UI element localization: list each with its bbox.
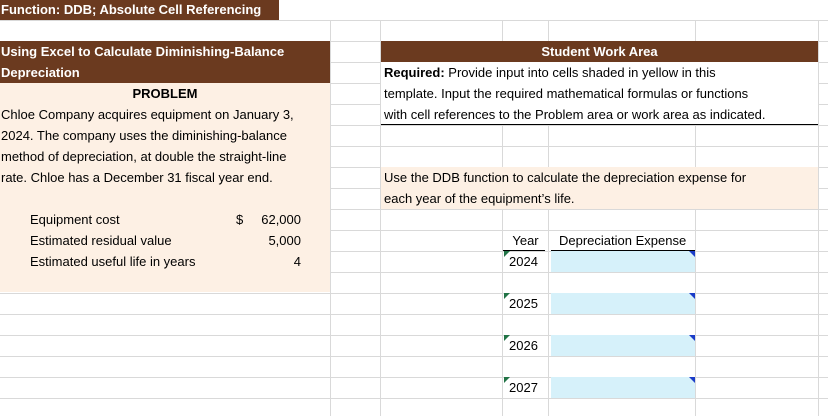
currency-symbol: $: [236, 212, 244, 227]
problem-area: [0, 83, 330, 292]
cell-note-indicator: [504, 251, 510, 257]
year-cell-2027[interactable]: 2027: [509, 380, 538, 395]
sheet-title: Function: DDB; Absolute Cell Referencing: [1, 2, 262, 17]
year-cell-2026[interactable]: 2026: [509, 338, 538, 353]
required-line-1: [384, 62, 716, 83]
problem-text-line-1: Chloe Company acquires equipment on January 3,: [1, 107, 294, 122]
cell-note-indicator: [504, 335, 510, 341]
residual-value-value[interactable]: 5,000: [268, 233, 301, 248]
problem-heading: [0, 41, 330, 83]
ddb-line-2: each year of the equipment’s life.: [384, 191, 575, 206]
ddb-line-1: Use the DDB function to calculate the depreciation expense for: [384, 170, 747, 185]
required-label: Required:: [384, 65, 445, 80]
cell-comment-indicator: [689, 293, 695, 299]
title-bar: [0, 0, 279, 20]
problem-text-line-3: method of depreciation, at double the straight-line: [1, 149, 287, 164]
cell-comment-indicator: [689, 251, 695, 257]
expense-input-2024[interactable]: [551, 251, 695, 272]
cell-comment-indicator: [689, 377, 695, 383]
heading-line-1: Using Excel to Calculate Diminishing-Balance: [1, 44, 285, 59]
problem-text-line-2: 2024. The company uses the diminishing-balance: [1, 128, 287, 143]
year-column-header[interactable]: Year: [512, 233, 539, 248]
work-area-heading: [381, 41, 818, 62]
required-instructions: [381, 62, 818, 125]
year-cell-2024[interactable]: 2024: [509, 254, 538, 269]
expense-column-header[interactable]: Depreciation Expense: [559, 233, 687, 248]
required-underline: [381, 124, 818, 125]
equipment-cost-value[interactable]: 62,000: [261, 212, 301, 227]
useful-life-value[interactable]: 4: [293, 254, 301, 269]
expense-input-2026[interactable]: [551, 335, 695, 356]
ddb-instructions: [381, 167, 818, 209]
problem-label: PROBLEM: [132, 86, 198, 101]
cell-note-indicator: [504, 377, 510, 383]
required-text-1: Provide input into cells shaded in yellow in this: [444, 65, 716, 80]
expense-input-2027[interactable]: [551, 377, 695, 398]
residual-value-label[interactable]: Estimated residual value: [30, 233, 172, 248]
equipment-cost-label[interactable]: Equipment cost: [30, 212, 120, 227]
cell-comment-indicator: [689, 335, 695, 341]
useful-life-label[interactable]: Estimated useful life in years: [30, 254, 196, 269]
cell-note-indicator: [504, 293, 510, 299]
expense-input-2025[interactable]: [551, 293, 695, 314]
required-line-2: template. Input the required mathematical formulas or functions: [384, 86, 749, 101]
problem-text-line-4: rate. Chloe has a December 31 fiscal year end.: [1, 170, 273, 185]
required-line-3: with cell references to the Problem area or work area as indicated.: [384, 107, 766, 122]
heading-line-2: Depreciation: [1, 65, 80, 80]
work-area-title: Student Work Area: [541, 44, 658, 59]
year-cell-2025[interactable]: 2025: [509, 296, 538, 311]
